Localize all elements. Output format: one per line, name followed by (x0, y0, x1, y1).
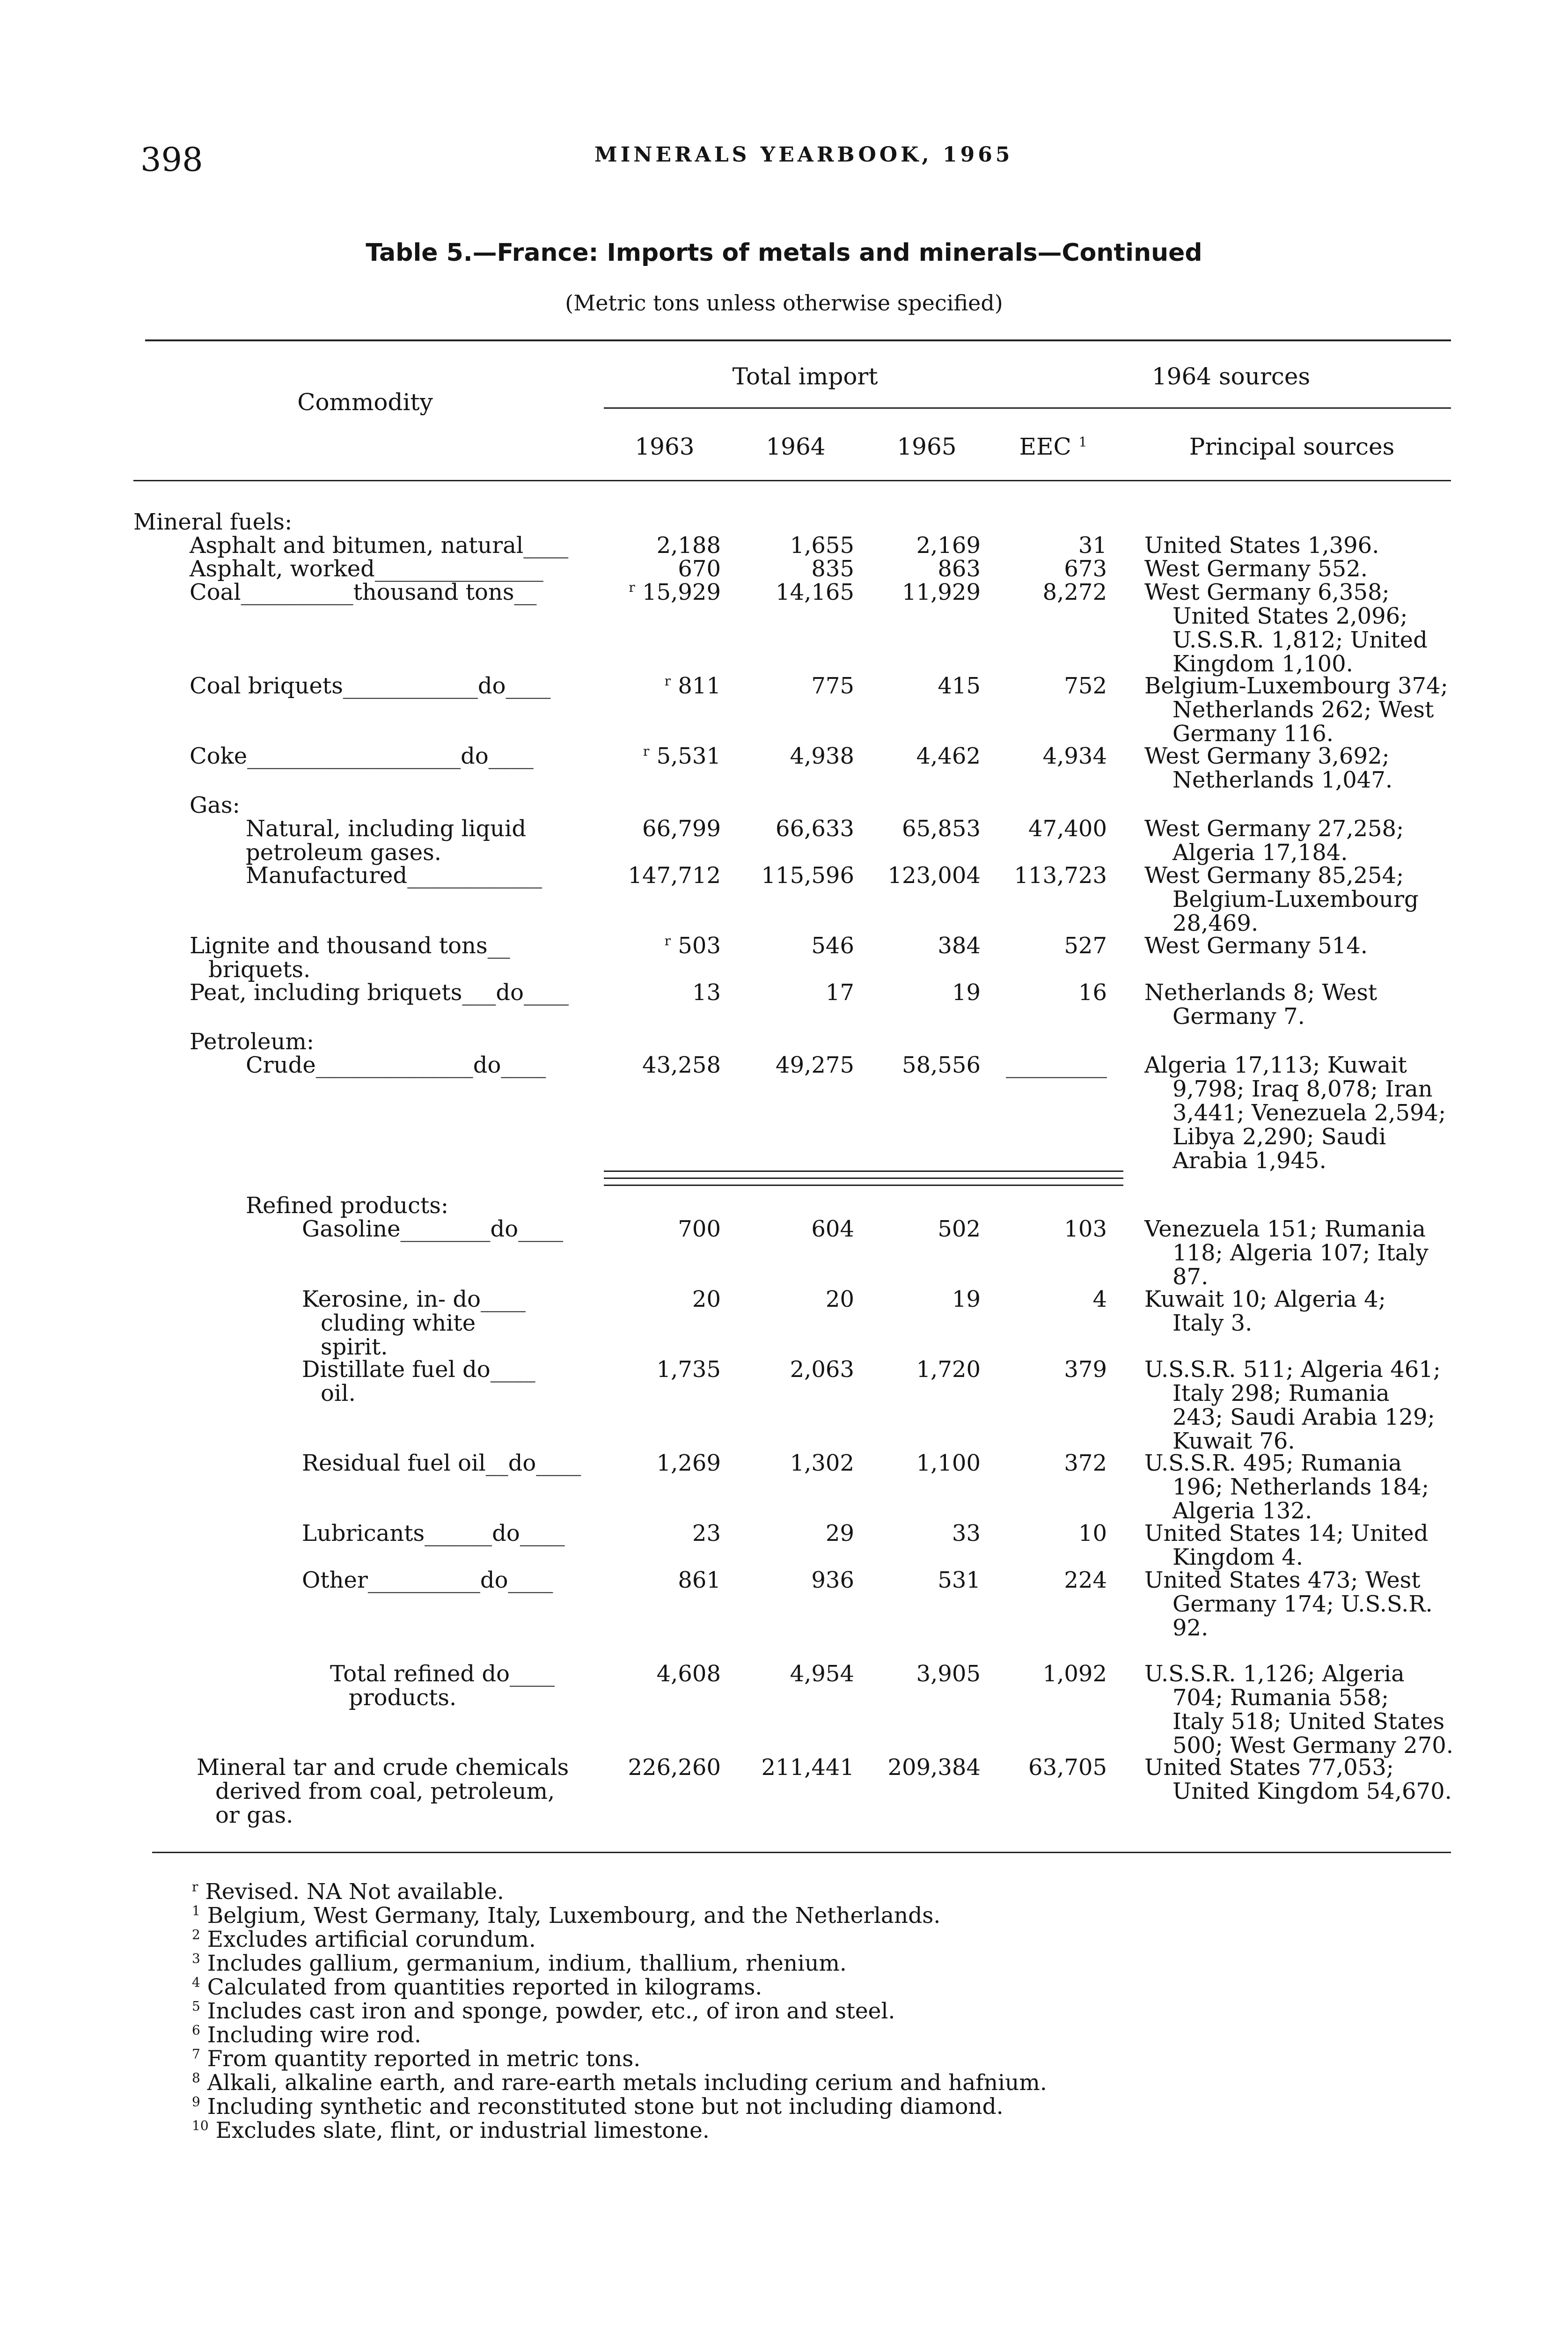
value-cell: 372 (1064, 1450, 1107, 1476)
value-cell: 2,169 (916, 532, 981, 559)
footnote-text: Belgium, West Germany, Italy, Luxembourg, and the Netherlands. (207, 1903, 941, 1929)
revised-mark: r (664, 673, 671, 689)
footnote-text: Alkali, alkaline earth, and rare-earth metals including cerium and hafnium. (207, 2070, 1047, 2096)
source-line: Kuwait 76. (1172, 1428, 1295, 1454)
principal-sources (1144, 981, 1472, 1029)
principal-sources (1144, 817, 1472, 865)
row-label-cont: products. (349, 1685, 457, 1711)
value-cell: 502 (938, 1216, 981, 1242)
value-cell: 16 (1078, 979, 1107, 1006)
source-line: West Germany 552. (1144, 556, 1368, 582)
footnote-mark: 2 (192, 1927, 200, 1943)
footnote-mark: 9 (192, 2094, 200, 2110)
source-line: 704; Rumania 558; (1172, 1685, 1389, 1711)
value-cell: 1,100 (916, 1450, 981, 1476)
value-cell: 1,720 (916, 1356, 981, 1383)
footnote (192, 2023, 421, 2047)
total-import-rule (604, 407, 1451, 409)
value-cell: 49,275 (776, 1052, 854, 1078)
value-cell: 1,269 (656, 1450, 721, 1476)
source-line: Italy 518; United States (1172, 1708, 1445, 1735)
source-line: 243; Saudi Arabia 129; (1172, 1404, 1435, 1430)
source-line: Italy 298; Rumania (1172, 1380, 1390, 1406)
source-line: Libya 2,290; Saudi (1172, 1124, 1386, 1150)
source-line: 3,441; Venezuela 2,594; (1172, 1100, 1446, 1126)
principal-sources (1144, 744, 1472, 792)
value-cell: 209,384 (887, 1754, 981, 1781)
source-line: United States 77,053; (1144, 1754, 1394, 1781)
source-line: 92. (1172, 1615, 1209, 1641)
footnote-text: Includes cast iron and sponge, powder, etc., of iron and steel. (207, 1998, 895, 2024)
footnote-text: Revised. NA Not available. (205, 1879, 504, 1905)
source-line: United States 1,396. (1144, 532, 1379, 559)
footnote (192, 1904, 940, 1928)
value-cell: $^r$ 5,531 (643, 743, 721, 769)
row-label-cont: derived from coal, petroleum, (215, 1778, 555, 1804)
source-line: 196; Netherlands 184; (1172, 1474, 1429, 1500)
footnote (192, 2047, 640, 2071)
value-cell: 211,441 (761, 1754, 854, 1781)
mid-rule-3 (604, 1185, 1123, 1186)
value-cell: 936 (811, 1567, 854, 1593)
row-label: Lignite and thousand tons__ (190, 933, 510, 959)
value-cell: 20 (692, 1286, 721, 1312)
footnote (192, 1928, 536, 1951)
principal-sources (1144, 864, 1472, 935)
value-cell: 14,165 (776, 579, 854, 605)
source-line: 87. (1172, 1264, 1209, 1290)
footnote-text: From quantity reported in metric tons. (207, 2046, 641, 2072)
source-line: U.S.S.R. 1,812; United (1172, 627, 1428, 653)
row-label: Natural, including liquid (246, 816, 527, 842)
value-cell: 123,004 (887, 862, 981, 889)
value-cell: 673 (1064, 556, 1107, 582)
value-cell: 23 (692, 1520, 721, 1546)
source-line: U.S.S.R. 1,126; Algeria (1144, 1661, 1405, 1687)
row-label-cont: oil. (321, 1380, 356, 1406)
row-label: Other__________do____ (302, 1567, 553, 1593)
footnote-mark: r (192, 1879, 198, 1895)
principal-sources (1144, 934, 1472, 958)
principal-sources (1144, 1358, 1472, 1453)
value-cell: 58,556 (902, 1052, 981, 1078)
value-cell: 4,608 (656, 1661, 721, 1687)
page-number: 398 (140, 140, 203, 179)
header-principal-sources: Principal sources (1189, 433, 1395, 460)
footnote-mark: 5 (192, 1998, 200, 2014)
value-cell: 10 (1078, 1520, 1107, 1546)
principal-sources (1144, 1568, 1472, 1640)
source-line: Belgium-Luxembourg 374; (1144, 673, 1448, 699)
row-label: Crude______________do____ (246, 1052, 546, 1078)
source-line: United Kingdom 54,670. (1172, 1778, 1452, 1804)
source-line: 28,469. (1172, 910, 1259, 936)
value-cell: 4,462 (916, 743, 981, 769)
principal-sources (1144, 1053, 1472, 1173)
header-bottom-rule (133, 480, 1451, 481)
footnote-mark: 10 (192, 2118, 209, 2134)
header-eec (1006, 433, 1100, 460)
footnote (192, 2071, 1047, 2095)
header-1964-sources: 1964 sources (1151, 363, 1311, 390)
footnote-mark: 6 (192, 2022, 200, 2038)
footnote-text: Including synthetic and reconstituted stone but not including diamond. (207, 2094, 1004, 2120)
source-line: West Germany 85,254; (1144, 862, 1404, 889)
row-label-cont: spirit. (321, 1334, 388, 1360)
row-label: Lubricants______do____ (302, 1520, 565, 1546)
value-cell: 47,400 (1028, 816, 1107, 842)
value-cell: 415 (938, 673, 981, 699)
source-line: West Germany 3,692; (1144, 743, 1390, 769)
principal-sources (1144, 534, 1472, 558)
value-cell: 752 (1064, 673, 1107, 699)
source-line: Algeria 17,184. (1172, 839, 1348, 866)
value-cell: 1,302 (790, 1450, 854, 1476)
header-1963: 1963 (635, 433, 695, 460)
row-label-cont: briquets. (208, 957, 311, 983)
source-line: Algeria 132. (1172, 1498, 1312, 1524)
value-cell: 226,260 (628, 1754, 721, 1781)
value-cell: 1,655 (790, 532, 854, 559)
footnote (192, 2095, 1004, 2119)
footnote-mark: 8 (192, 2070, 200, 2086)
principal-sources (1144, 581, 1472, 676)
source-line: West Germany 27,258; (1144, 816, 1404, 842)
source-line: Germany 7. (1172, 1003, 1305, 1030)
source-line: West Germany 6,358; (1144, 579, 1390, 605)
value-cell: 4 (1092, 1286, 1107, 1312)
source-line: Arabia 1,945. (1172, 1148, 1326, 1174)
value-cell: 147,712 (628, 862, 721, 889)
source-line: United States 473; West (1144, 1567, 1421, 1593)
source-line: Algeria 17,113; Kuwait (1144, 1052, 1407, 1078)
footnote-mark: 1 (192, 1903, 200, 1919)
value-cell: 2,188 (656, 532, 721, 559)
footnote (192, 1975, 762, 1999)
value-cell: 11,929 (902, 579, 981, 605)
footnote (192, 1999, 895, 2023)
source-line: Italy 3. (1172, 1310, 1253, 1336)
principal-sources (1144, 1217, 1472, 1289)
value-cell: 3,905 (916, 1661, 981, 1687)
value-cell: 43,258 (642, 1052, 721, 1078)
footnote-mark: 3 (192, 1951, 200, 1966)
value-cell: 115,596 (761, 862, 854, 889)
value-cell: 4,954 (790, 1661, 854, 1687)
value-cell: 546 (811, 933, 854, 959)
source-line: Belgium-Luxembourg (1172, 886, 1419, 913)
source-line: Kingdom 1,100. (1172, 651, 1353, 677)
value-cell: 4,938 (790, 743, 854, 769)
row-label: Asphalt, worked_______________ (190, 556, 543, 582)
revised-mark: r (643, 744, 650, 759)
source-line: Germany 116. (1172, 721, 1334, 747)
footnote (192, 1880, 504, 1904)
footnote-text: Excludes artificial corundum. (207, 1927, 536, 1952)
source-line: U.S.S.R. 495; Rumania (1144, 1450, 1402, 1476)
value-cell: 1,092 (1042, 1661, 1107, 1687)
value-cell: 20 (825, 1286, 854, 1312)
source-line: Venezuela 151; Rumania (1144, 1216, 1426, 1242)
source-line: Netherlands 8; West (1144, 979, 1377, 1006)
row-label: Asphalt and bitumen, natural____ (190, 532, 569, 559)
row-label: Manufactured____________ (246, 862, 542, 889)
principal-sources (1144, 1756, 1472, 1804)
source-line: United States 2,096; (1172, 603, 1408, 629)
value-cell: 63,705 (1028, 1754, 1107, 1781)
group-refined: Refined products: (246, 1193, 449, 1219)
value-cell: 33 (952, 1520, 981, 1546)
principal-sources (1144, 557, 1472, 581)
row-label-cont: cluding white (321, 1310, 476, 1336)
value-cell: 8,272 (1042, 579, 1107, 605)
table-title: Table 5.—France: Imports of metals and minerals—Continued (366, 239, 1202, 267)
value-cell: 66,799 (642, 816, 721, 842)
principal-sources (1144, 1662, 1472, 1758)
footnote-text: Includes gallium, germanium, indium, thallium, rhenium. (207, 1951, 847, 1976)
source-line: 9,798; Iraq 8,078; Iran (1172, 1076, 1433, 1102)
value-cell: 17 (825, 979, 854, 1006)
revised-mark: r (664, 933, 671, 949)
header-1965: 1965 (897, 433, 957, 460)
principal-sources (1144, 1288, 1472, 1335)
group-gas: Gas: (190, 792, 240, 818)
value-cell: 19 (952, 979, 981, 1006)
value-cell: 1,735 (656, 1356, 721, 1383)
value-cell: 379 (1064, 1356, 1107, 1383)
principal-sources (1144, 674, 1472, 746)
value-cell: 384 (938, 933, 981, 959)
group-petroleum: Petroleum: (190, 1029, 315, 1055)
value-cell: $^r$ 15,929 (629, 579, 721, 605)
value-cell: 527 (1064, 933, 1107, 959)
header-commodity: Commodity (297, 389, 433, 416)
source-line: Kingdom 4. (1172, 1544, 1304, 1570)
source-line: Netherlands 262; West (1172, 697, 1434, 723)
source-line: Kuwait 10; Algeria 4; (1144, 1286, 1386, 1312)
value-cell: 861 (678, 1567, 721, 1593)
source-line: 118; Algeria 107; Italy (1172, 1240, 1429, 1266)
mid-rule-2 (604, 1178, 1123, 1179)
row-label: Coke___________________do____ (190, 743, 534, 769)
top-rule (145, 339, 1451, 341)
value-cell: $^r$ 811 (664, 673, 721, 699)
row-label: Total refined do____ (330, 1661, 555, 1687)
running-head: MINERALS YEARBOOK, 1965 (594, 143, 1013, 167)
value-cell: 700 (678, 1216, 721, 1242)
value-cell: 103 (1064, 1216, 1107, 1242)
table-subtitle: (Metric tons unless otherwise specified) (565, 290, 1003, 316)
header-total-import: Total import (732, 363, 878, 390)
value-cell: 670 (678, 556, 721, 582)
value-cell: 31 (1078, 532, 1107, 559)
value-cell: _________ (1006, 1052, 1107, 1078)
header-1964: 1964 (766, 433, 826, 460)
footnote-mark: 4 (192, 1974, 200, 1990)
value-cell: 4,934 (1042, 743, 1107, 769)
row-label: Gasoline________do____ (302, 1216, 564, 1242)
row-label: Peat, including briquets___do____ (190, 979, 569, 1006)
value-cell: 19 (952, 1286, 981, 1312)
value-cell: 604 (811, 1216, 854, 1242)
mid-rule-1 (604, 1170, 1123, 1172)
source-line: West Germany 514. (1144, 933, 1368, 959)
value-cell: 65,853 (902, 816, 981, 842)
header-eec-footnote-mark: 1 (1078, 434, 1087, 450)
footnote-mark: 7 (192, 2046, 200, 2062)
footnote-text: Excludes slate, flint, or industrial limestone. (215, 2118, 710, 2143)
value-cell: 531 (938, 1567, 981, 1593)
footnote-text: Including wire rod. (207, 2022, 421, 2048)
value-cell: 29 (825, 1520, 854, 1546)
value-cell: $^r$ 503 (664, 933, 721, 959)
source-line: Netherlands 1,047. (1172, 767, 1393, 793)
value-cell: 775 (811, 673, 854, 699)
value-cell: 2,063 (790, 1356, 854, 1383)
row-label-cont: petroleum gases. (246, 839, 441, 866)
source-line: Germany 174; U.S.S.R. (1172, 1591, 1433, 1617)
section-mineral-fuels: Mineral fuels: (133, 509, 293, 535)
row-label: Residual fuel oil__do____ (302, 1450, 581, 1476)
footnote (192, 1951, 847, 1975)
value-cell: 224 (1064, 1567, 1107, 1593)
value-cell: 863 (938, 556, 981, 582)
source-line: U.S.S.R. 511; Algeria 461; (1144, 1356, 1441, 1383)
principal-sources (1144, 1522, 1472, 1569)
footnote (192, 2119, 710, 2142)
row-label: Distillate fuel do____ (302, 1356, 535, 1383)
row-label-cont: or gas. (215, 1802, 293, 1828)
row-label: Coal briquets____________do____ (190, 673, 551, 699)
header-eec-label: EEC (1019, 433, 1071, 460)
value-cell: 66,633 (776, 816, 854, 842)
value-cell: 835 (811, 556, 854, 582)
footnote-text: Calculated from quantities reported in kilograms. (207, 1974, 762, 2000)
principal-sources (1144, 1451, 1472, 1523)
row-label: Coal__________thousand tons__ (190, 579, 537, 605)
value-cell: 113,723 (1014, 862, 1107, 889)
table-bottom-rule (152, 1852, 1451, 1853)
row-label: Mineral tar and crude chemicals (197, 1754, 569, 1781)
row-label: Kerosine, in- do____ (302, 1286, 526, 1312)
value-cell: 13 (692, 979, 721, 1006)
source-line: 500; West Germany 270. (1172, 1732, 1454, 1759)
source-line: United States 14; United (1144, 1520, 1429, 1546)
revised-mark: r (629, 580, 635, 595)
